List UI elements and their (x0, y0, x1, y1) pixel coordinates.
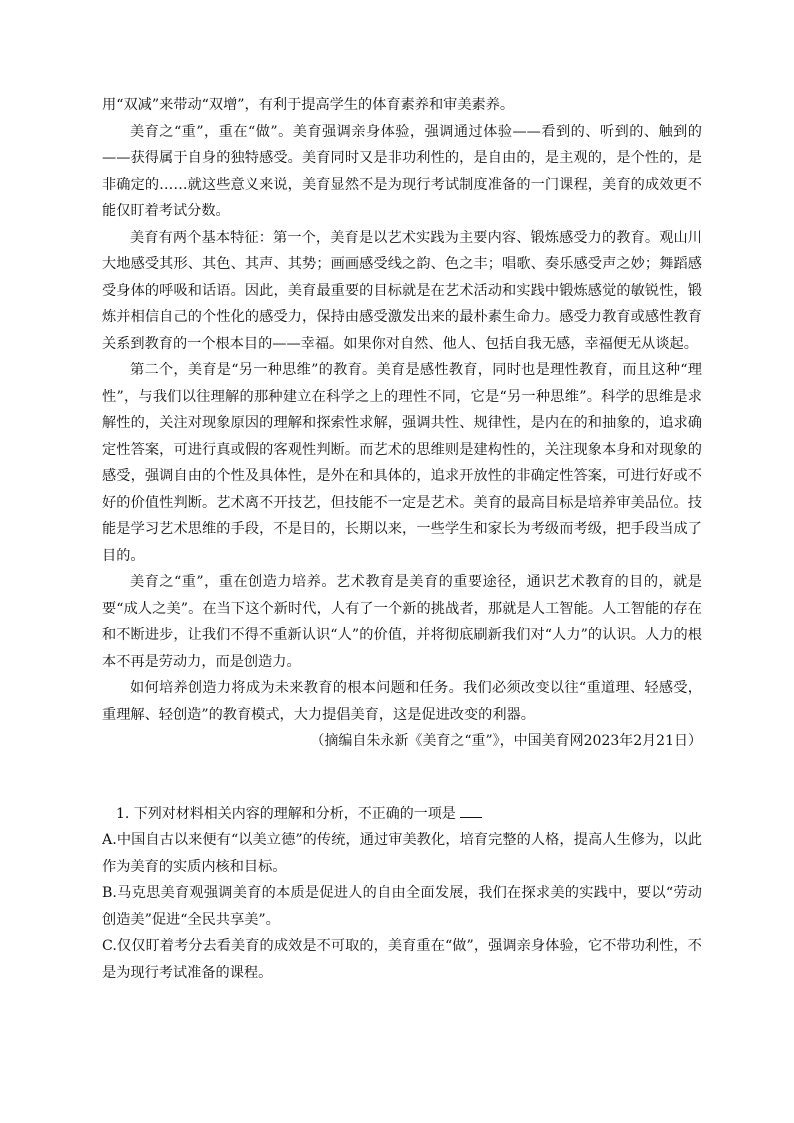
document-page (102, 92, 702, 986)
option-a: A.中国自古以来便有“以美立德”的传统，通过审美教化，培育完整的人格，提高人生修为，以此作为美育的实质内核和目标。 (102, 832, 702, 875)
article-paragraph-4: 第二个，美育是“另一种思维”的教育。美育是感性教育，同时也是理性教育，而且这种“理性”，与我们以往理解的那种建立在科学之上的理性不同，它是“另一种思维”。科学的思维是求解性的，关注对现象原因的理解和探索性求解，强调共性、规律性，是内在的和抽象的，追求确定性答案，可进行真或假的客观性判断。而艺术的思维则是建构性的，关注现象本身和对现象的感受，强调自由的个性及具体性，是外在和具体的，追求开放性的非确定性答案，可进行好或不好的价值性判断。艺术离不开技艺，但技能不一定是艺术。美育的最高目标是培养审美品位。技能是学习艺术思维的手段，不是目的，长期以来，一些学生和家长为考级而考级，把手段当成了目的。 (102, 362, 702, 564)
article-source-citation: （摘编自朱永新《美育之“重”》，中国美育网2023年2月21日） (310, 733, 702, 749)
option-c: C.仅仅盯着考分去看美育的成效是不可取的，美育重在“做”，强调亲身体验，它不带功利性，不是为现行考试准备的课程。 (102, 938, 702, 981)
article-paragraph-1: 用“双减”来带动“双增”，有利于提高学生的体育素养和审美素养。 (102, 97, 515, 113)
article-paragraph-5: 美育之“重”，重在创造力培养。艺术教育是美育的重要途径，通识艺术教育的目的，就是要“成人之美”。在当下这个新时代，人有了一个新的挑战者，那就是人工智能。人工智能的存在和不断进步，让我们不得不重新认识“人”的价值，并将彻底刷新我们对“人力”的认识。人力的根本不再是劳动力，而是创造力。 (102, 574, 702, 670)
question-stem (102, 801, 702, 828)
question-block (102, 801, 702, 987)
article-paragraph-2: 美育之“重”，重在“做”。美育强调亲身体验，强调通过体验——看到的、听到的、触到的——获得属于自身的独特感受。美育同时又是非功利性的，是自由的，是主观的，是个性的，是非确定的……就这些意义来说，美育显然不是为现行考试制度准备的一门课程，美育的成效更不能仅盯着考试分数。 (102, 123, 702, 219)
option-b: B.马克思美育观强调美育的本质是促进人的自由全面发展，我们在探求美的实践中，要以“劳动创造美”促进“全民共享美”。 (102, 885, 702, 928)
article-paragraph-3: 美育有两个基本特征：第一个，美育是以艺术实践为主要内容、锻炼感受力的教育。观山川大地感受其形、其色、其声、其势；画画感受线之韵、色之丰；唱歌、奏乐感受声之妙；舞蹈感受身体的呼吸和话语。因此，美育最重要的目标就是在艺术活动和实践中锻炼感觉的敏锐性，锻炼并相信自己的个性化的感受力，保持由感受激发出来的最朴素生命力。感受力教育或感性教育关系到教育的一个根本目的——幸福。如果你对自然、他人、包括自我无感，幸福便无从谈起。 (102, 229, 702, 352)
article-body (102, 92, 702, 755)
answer-blank[interactable] (460, 803, 482, 818)
article-paragraph-6: 如何培养创造力将成为未来教育的根本问题和任务。我们必须改变以往“重道理、轻感受，重理解、轻创造”的教育模式，大力提倡美育，这是促进改变的利器。 (102, 680, 702, 723)
question-stem-text: 1. 下列对材料相关内容的理解和分析，不正确的一项是 (116, 805, 456, 822)
